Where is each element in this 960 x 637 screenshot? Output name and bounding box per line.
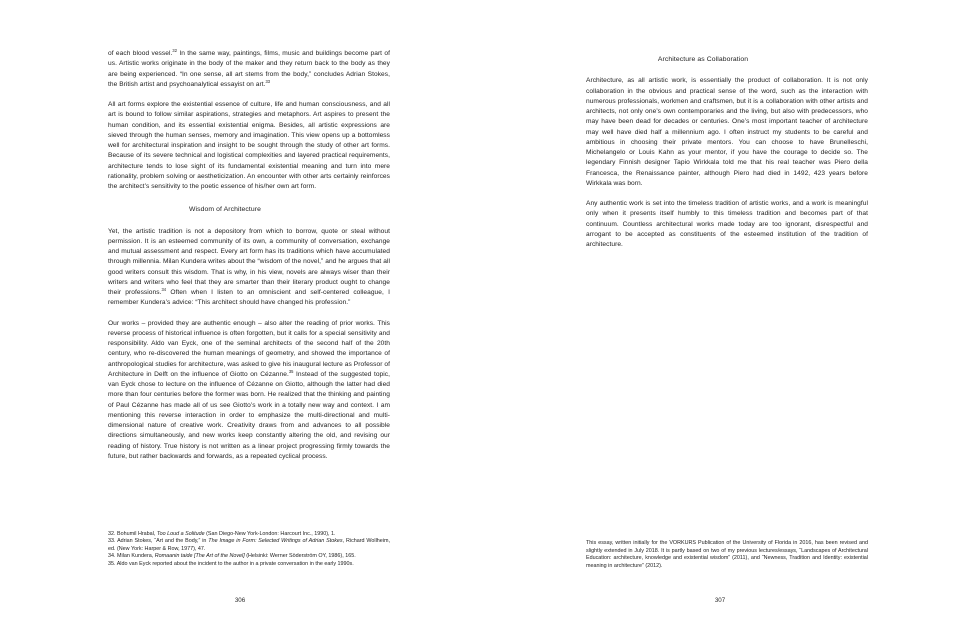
- left-text-column: [108, 49, 390, 472]
- page-number-right: 307: [714, 597, 726, 604]
- paragraph: Yet, the artistic tradition is not a depository from which to borrow, quote or steal without permission. It is an esteemed community of its own, a community of conversation, exchange and mutual assessment and respect. Every art form has its traditions which have accumulated through millennia. Milan Kundera writes about the “wisdom of the novel,” and he argues that all good writers consult this wisdom. That is why, in his view, novels are always wiser than their writers and writers who feel that they are smarter than their literary product ought to change their professions.$^{34}$ Often when I listen to an omniscient and self-centered colleague, I remember Kundera’s advice: “This architect should have changed his profession.”: [108, 227, 390, 307]
- page-number-left: 306: [234, 597, 246, 604]
- paragraph: of each blood vessel.$^{32}$ In the same way, paintings, films, music and buildings become part of us. Artistic works originate in the body of the maker and they return back to the body as they are being experienced. “In one sense, all art stems from the body,” concludes Adrian Stokes, the British artist and psychoanalytical essayist on art.$^{33}$: [108, 47, 391, 88]
- paragraph: Any authentic work is set into the timeless tradition of artistic works, and a work is meaningful only when it presents itself humbly to this timeless tradition and becomes part of that continuum. Countless architectural works made today are too ignorant, disrespectful and arrogant to be accepted as constituents of the esteemed institution of the tradition of architecture.: [586, 200, 868, 248]
- paragraph: All art forms explore the existential essence of culture, life and human consciousness, and all art is bound to follow similar aspirations, strategies and metaphors. Art aspires to present the human condition, and its essential existential enigma. Besides, all artistic expressions are sieved through the human senses, memory and imagination. This view opens up a bottomless well for architectural inspiration and insight to be sought through the study of other art forms. Because of its severe technical and logistical complexities and layered practical requirements, architecture tends to lose sight of its fundamental existential meaning and turn into mere rationality, problem solving or aestheticization. An encounter with other arts certainly reinforces the architect’s sensitivity to the poetic essence of his/her own art form.: [108, 101, 390, 190]
- footnote-33: 33. Adrian Stokes, “Art and the Body,” in The Image in Form: Selected Writings of Adrian Stokes, Richard Wollheim, ed. (New York: Harper & Row, 1977), 47.: [108, 538, 390, 552]
- section-heading-wisdom-of-architecture: Wisdom of Architecture: [188, 206, 262, 214]
- section-heading-architecture-as-collaboration: Architecture as Collaboration: [657, 56, 749, 63]
- paragraph: Our works – provided they are authentic enough – also alter the reading of prior works. This reverse process of historical influence is often forgotten, but it calls for a special sensitivity and responsibility. Aldo van Eyck, one of the seminal architects of the second half of the 20th century, who re-discovered the human meanings of geometry, and showed the importance of anthropological studies for architecture, was asked to give his inaugural lecture as Professor of Architecture in Delft on the influence of Giotto on Cézanne.$^{35}$ Instead of the suggested topic, van Eyck chose to lecture on the influence of Cézanne on Giotto, although the latter had died more than four centuries before the former was born. He realized that the thinking and painting of Paul Cézanne has made all of us see Giotto’s work in a totally new way and context. I am mentioning this reverse interaction in order to emphasize the multi-directional and multi-dimensional nature of creative work. Creativity draws from and advances to all possible directions simultaneously, and new works keep constantly altering the old, and revising our reading of history. True history is not written as a linear project progressing firmly towards the future, but rather backwards and forwards, as a repeated cyclical process.: [108, 319, 390, 460]
- essay-endnote: This essay, written initially for the VORKURS Publication of the University of Florida in 2016, has been revised and slightly extended in July 2018. It is partly based on two of my previous lectures/essays, “Landscapes of Architectural Education: architecture, knowledge and existential wisdom” (2011), and “Newness, Tradition and Identity: existential meaning in architecture” (2012).: [586, 540, 868, 570]
- footnotes: [108, 531, 390, 568]
- right-text-column: [586, 55, 868, 260]
- paragraph: Architecture, as all artistic work, is essentially the product of collaboration. It is not only collaboration in the obvious and practical sense of the word, such as the interaction with numerous professionals, workmen and craftsmen, but it is a collaboration with other artists and architects, not only one’s own contemporaries and the living, but also with predecessors, who may have been dead for decades or centuries. One’s most important teacher of architecture may well have died half a millennium ago. I often instruct my students to be careful and ambitious in choosing their private mentors. You can choose to have Brunelleschi, Michelangelo or Louis Kahn as your mentor, if you have the courage to decide so. The legendary Finnish designer Tapio Wirkkala told me that his real teacher was Piero della Francesca, the Renaissance painter, although Piero had died in 1492, 423 years before Wirkkala was born.: [586, 77, 868, 187]
- footnote-34: 34. Milan Kundera, Romaanin taide [The Art of the Novel] (Helsinki: Werner Söderström OY, 1986), 165.: [108, 553, 356, 560]
- footnote-35: 35. Aldo van Eyck reported about the incident to the author in a private conversation in the early 1990s.: [108, 560, 354, 567]
- footnote-32: 32. Bohumil Hrabal, Too Loud a Solitude (San Diego-New York-London: Harcourt Inc., 1990), 1.: [108, 531, 336, 537]
